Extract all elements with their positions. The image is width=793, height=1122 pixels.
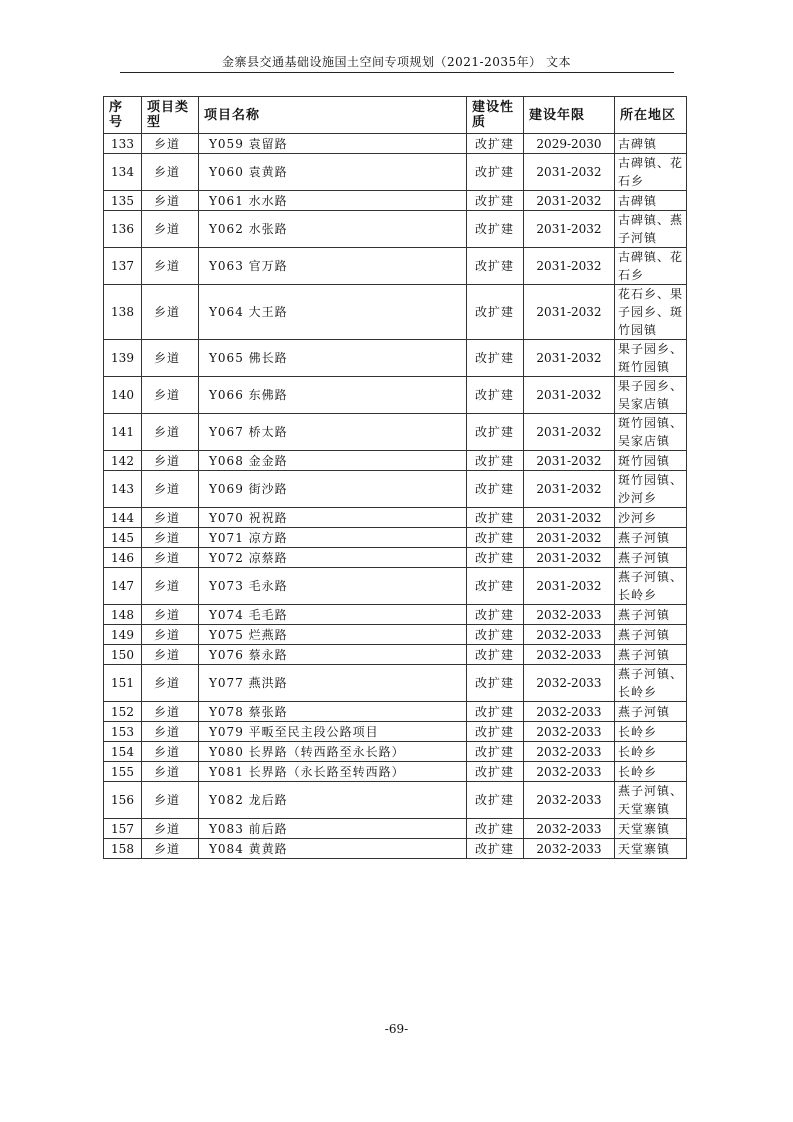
cell-years: 2029-2030 <box>524 134 615 154</box>
col-header-years: 建设年限 <box>524 97 615 134</box>
table-row <box>104 340 687 377</box>
cell-type: 乡道 <box>142 451 199 471</box>
cell-nature: 改扩建 <box>467 154 524 191</box>
cell-years: 2031-2032 <box>524 568 615 605</box>
cell-type: 乡道 <box>142 528 199 548</box>
table-row <box>104 742 687 762</box>
cell-nature: 改扩建 <box>467 211 524 248</box>
col-header-nature: 建设性质 <box>467 97 524 134</box>
cell-area: 果子园乡、斑竹园镇 <box>615 340 687 377</box>
cell-type: 乡道 <box>142 414 199 451</box>
cell-type: 乡道 <box>142 782 199 819</box>
table-row <box>104 414 687 451</box>
page-number: -69- <box>384 1022 409 1036</box>
cell-nature: 改扩建 <box>467 819 524 839</box>
col-header-area: 所在地区 <box>615 97 687 134</box>
table-row <box>104 568 687 605</box>
cell-years: 2032-2033 <box>524 742 615 762</box>
table-row <box>104 154 687 191</box>
cell-nature: 改扩建 <box>467 471 524 508</box>
cell-no: 135 <box>104 191 142 211</box>
cell-nature: 改扩建 <box>467 134 524 154</box>
cell-area: 燕子河镇 <box>615 605 687 625</box>
cell-no: 136 <box>104 211 142 248</box>
table-row <box>104 605 687 625</box>
table-row <box>104 839 687 859</box>
cell-area: 花石乡、果子园乡、斑竹园镇 <box>615 285 687 340</box>
cell-name: Y061 水水路 <box>199 191 467 211</box>
cell-nature: 改扩建 <box>467 762 524 782</box>
cell-area: 果子园乡、吴家店镇 <box>615 377 687 414</box>
table-row <box>104 762 687 782</box>
cell-name: Y066 东佛路 <box>199 377 467 414</box>
cell-nature: 改扩建 <box>467 742 524 762</box>
table-row <box>104 211 687 248</box>
cell-type: 乡道 <box>142 248 199 285</box>
cell-no: 143 <box>104 471 142 508</box>
cell-area: 沙河乡 <box>615 508 687 528</box>
cell-name: Y077 燕洪路 <box>199 665 467 702</box>
cell-nature: 改扩建 <box>467 665 524 702</box>
cell-type: 乡道 <box>142 471 199 508</box>
header-rule <box>120 72 674 73</box>
cell-area: 燕子河镇 <box>615 645 687 665</box>
cell-name: Y072 凉蔡路 <box>199 548 467 568</box>
cell-years: 2031-2032 <box>524 377 615 414</box>
cell-name: Y082 龙后路 <box>199 782 467 819</box>
cell-years: 2032-2033 <box>524 762 615 782</box>
cell-name: Y079 平畈至民主段公路项目 <box>199 722 467 742</box>
cell-years: 2031-2032 <box>524 248 615 285</box>
cell-nature: 改扩建 <box>467 625 524 645</box>
cell-no: 156 <box>104 782 142 819</box>
cell-name: Y069 街沙路 <box>199 471 467 508</box>
cell-name: Y067 桥太路 <box>199 414 467 451</box>
cell-nature: 改扩建 <box>467 548 524 568</box>
cell-no: 149 <box>104 625 142 645</box>
cell-nature: 改扩建 <box>467 702 524 722</box>
cell-years: 2031-2032 <box>524 340 615 377</box>
cell-name: Y084 黄黄路 <box>199 839 467 859</box>
cell-years: 2031-2032 <box>524 548 615 568</box>
table-row <box>104 508 687 528</box>
cell-type: 乡道 <box>142 154 199 191</box>
cell-area: 燕子河镇、长岭乡 <box>615 568 687 605</box>
table-row <box>104 134 687 154</box>
cell-years: 2032-2033 <box>524 605 615 625</box>
cell-nature: 改扩建 <box>467 722 524 742</box>
cell-area: 燕子河镇、长岭乡 <box>615 665 687 702</box>
cell-nature: 改扩建 <box>467 377 524 414</box>
cell-name: Y070 祝祝路 <box>199 508 467 528</box>
cell-years: 2032-2033 <box>524 782 615 819</box>
cell-area: 斑竹园镇、吴家店镇 <box>615 414 687 451</box>
cell-years: 2032-2033 <box>524 665 615 702</box>
cell-years: 2032-2033 <box>524 702 615 722</box>
cell-nature: 改扩建 <box>467 248 524 285</box>
cell-no: 150 <box>104 645 142 665</box>
cell-years: 2032-2033 <box>524 625 615 645</box>
cell-nature: 改扩建 <box>467 340 524 377</box>
cell-name: Y060 袁黄路 <box>199 154 467 191</box>
cell-years: 2031-2032 <box>524 451 615 471</box>
table-row <box>104 451 687 471</box>
cell-type: 乡道 <box>142 665 199 702</box>
cell-years: 2032-2033 <box>524 819 615 839</box>
cell-nature: 改扩建 <box>467 568 524 605</box>
cell-no: 158 <box>104 839 142 859</box>
cell-area: 长岭乡 <box>615 762 687 782</box>
cell-area: 古碑镇、燕子河镇 <box>615 211 687 248</box>
cell-area: 天堂寨镇 <box>615 839 687 859</box>
table-row <box>104 191 687 211</box>
cell-type: 乡道 <box>142 508 199 528</box>
cell-nature: 改扩建 <box>467 508 524 528</box>
table-header <box>104 97 687 134</box>
table-row <box>104 548 687 568</box>
cell-no: 151 <box>104 665 142 702</box>
cell-area: 古碑镇、花石乡 <box>615 154 687 191</box>
cell-type: 乡道 <box>142 191 199 211</box>
col-header-type: 项目类型 <box>142 97 199 134</box>
cell-area: 长岭乡 <box>615 722 687 742</box>
cell-no: 138 <box>104 285 142 340</box>
cell-years: 2031-2032 <box>524 528 615 548</box>
cell-area: 燕子河镇 <box>615 548 687 568</box>
cell-years: 2031-2032 <box>524 191 615 211</box>
cell-type: 乡道 <box>142 702 199 722</box>
cell-nature: 改扩建 <box>467 528 524 548</box>
cell-area: 古碑镇、花石乡 <box>615 248 687 285</box>
table-row <box>104 377 687 414</box>
table-row <box>104 702 687 722</box>
cell-name: Y068 金金路 <box>199 451 467 471</box>
cell-years: 2031-2032 <box>524 508 615 528</box>
cell-nature: 改扩建 <box>467 414 524 451</box>
cell-no: 153 <box>104 722 142 742</box>
header-row <box>104 97 687 134</box>
cell-no: 154 <box>104 742 142 762</box>
cell-no: 137 <box>104 248 142 285</box>
cell-nature: 改扩建 <box>467 645 524 665</box>
cell-years: 2031-2032 <box>524 154 615 191</box>
cell-no: 139 <box>104 340 142 377</box>
cell-no: 147 <box>104 568 142 605</box>
cell-nature: 改扩建 <box>467 285 524 340</box>
cell-name: Y062 水张路 <box>199 211 467 248</box>
cell-type: 乡道 <box>142 722 199 742</box>
cell-name: Y076 蔡永路 <box>199 645 467 665</box>
cell-no: 134 <box>104 154 142 191</box>
cell-name: Y063 官万路 <box>199 248 467 285</box>
cell-no: 144 <box>104 508 142 528</box>
cell-years: 2031-2032 <box>524 471 615 508</box>
cell-no: 155 <box>104 762 142 782</box>
cell-years: 2031-2032 <box>524 211 615 248</box>
cell-name: Y065 佛长路 <box>199 340 467 377</box>
cell-name: Y078 蔡张路 <box>199 702 467 722</box>
cell-area: 燕子河镇 <box>615 625 687 645</box>
cell-name: Y073 毛永路 <box>199 568 467 605</box>
cell-years: 2031-2032 <box>524 285 615 340</box>
cell-years: 2031-2032 <box>524 414 615 451</box>
table-row <box>104 645 687 665</box>
cell-type: 乡道 <box>142 211 199 248</box>
cell-type: 乡道 <box>142 340 199 377</box>
cell-nature: 改扩建 <box>467 191 524 211</box>
cell-years: 2032-2033 <box>524 839 615 859</box>
cell-name: Y075 烂燕路 <box>199 625 467 645</box>
cell-no: 142 <box>104 451 142 471</box>
table-row <box>104 285 687 340</box>
cell-name: Y074 毛毛路 <box>199 605 467 625</box>
table-row <box>104 528 687 548</box>
cell-type: 乡道 <box>142 625 199 645</box>
col-header-no: 序号 <box>104 97 142 134</box>
cell-area: 燕子河镇 <box>615 702 687 722</box>
cell-type: 乡道 <box>142 548 199 568</box>
cell-years: 2032-2033 <box>524 645 615 665</box>
table-body <box>104 134 687 859</box>
cell-no: 133 <box>104 134 142 154</box>
cell-type: 乡道 <box>142 568 199 605</box>
table-row <box>104 625 687 645</box>
cell-type: 乡道 <box>142 605 199 625</box>
table-row <box>104 471 687 508</box>
table-row <box>104 248 687 285</box>
cell-nature: 改扩建 <box>467 605 524 625</box>
table-row <box>104 665 687 702</box>
cell-type: 乡道 <box>142 839 199 859</box>
cell-type: 乡道 <box>142 645 199 665</box>
table-row <box>104 722 687 742</box>
cell-area: 长岭乡 <box>615 742 687 762</box>
cell-name: Y080 长界路（转西路至永长路） <box>199 742 467 762</box>
cell-name: Y071 凉方路 <box>199 528 467 548</box>
cell-no: 148 <box>104 605 142 625</box>
project-table <box>103 96 687 859</box>
cell-nature: 改扩建 <box>467 782 524 819</box>
col-header-name: 项目名称 <box>199 97 467 134</box>
cell-nature: 改扩建 <box>467 451 524 471</box>
page-header: 金寨县交通基础设施国土空间专项规划（2021-2035年） 文本 <box>222 55 571 69</box>
cell-area: 天堂寨镇 <box>615 819 687 839</box>
cell-no: 152 <box>104 702 142 722</box>
cell-type: 乡道 <box>142 762 199 782</box>
cell-type: 乡道 <box>142 377 199 414</box>
cell-nature: 改扩建 <box>467 839 524 859</box>
cell-name: Y083 前后路 <box>199 819 467 839</box>
cell-area: 斑竹园镇、沙河乡 <box>615 471 687 508</box>
cell-area: 古碑镇 <box>615 191 687 211</box>
cell-no: 141 <box>104 414 142 451</box>
cell-area: 燕子河镇 <box>615 528 687 548</box>
cell-area: 燕子河镇、天堂寨镇 <box>615 782 687 819</box>
cell-name: Y059 袁留路 <box>199 134 467 154</box>
cell-type: 乡道 <box>142 819 199 839</box>
cell-no: 157 <box>104 819 142 839</box>
cell-type: 乡道 <box>142 285 199 340</box>
table-row <box>104 782 687 819</box>
cell-name: Y064 大王路 <box>199 285 467 340</box>
cell-area: 古碑镇 <box>615 134 687 154</box>
cell-name: Y081 长界路（永长路至转西路） <box>199 762 467 782</box>
table-row <box>104 819 687 839</box>
cell-years: 2032-2033 <box>524 722 615 742</box>
cell-type: 乡道 <box>142 134 199 154</box>
cell-no: 145 <box>104 528 142 548</box>
cell-no: 146 <box>104 548 142 568</box>
cell-no: 140 <box>104 377 142 414</box>
cell-area: 斑竹园镇 <box>615 451 687 471</box>
cell-type: 乡道 <box>142 742 199 762</box>
